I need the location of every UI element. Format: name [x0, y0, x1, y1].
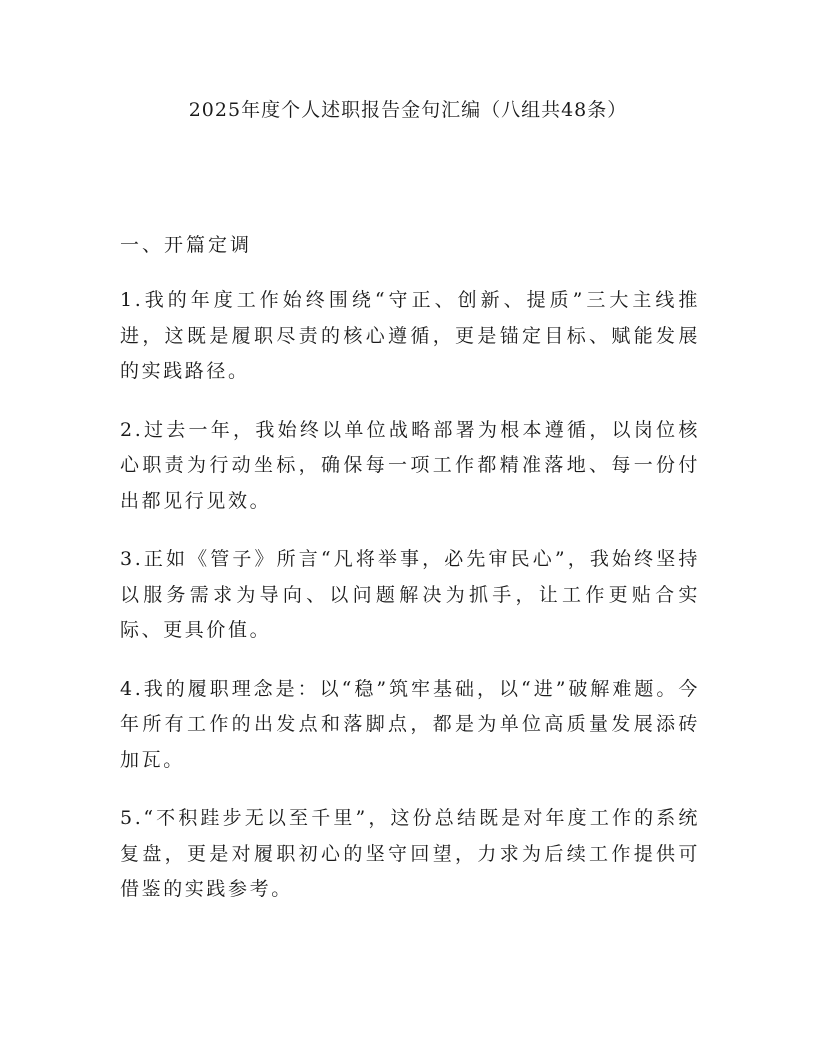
list-item: 5.“不积跬步无以至千里”，这份总结既是对年度工作的系统复盘，更是对履职初心的坚守回望，力求为后续工作提供可借鉴的实践参考。: [120, 807, 700, 900]
list-item: 3.正如《管子》所言“凡将举事，必先审民心”，我始终坚持以服务需求为导向、以问题解决为抓手，让工作更贴合实际、更具价值。: [120, 548, 700, 641]
list-item: 2.过去一年，我始终以单位战略部署为根本遵循，以岗位核心职责为行动坐标，确保每一项工作都精准落地、每一份付出都见行见效。: [120, 418, 700, 512]
section-heading: 一、开篇定调: [120, 234, 253, 256]
list-item: 4.我的履职理念是：以“稳”筑牢基础，以“进”破解难题。今年所有工作的出发点和落脚点，都是为单位高质量发展添砖加瓦。: [120, 677, 700, 771]
list-item: 1.我的年度工作始终围绕“守正、创新、提质”三大主线推进，这既是履职尽责的核心遵循，更是锚定目标、赋能发展的实践路径。: [120, 289, 700, 382]
document-title: 2025年度个人述职报告金句汇编（八组共48条）: [188, 99, 628, 121]
quote-list: [120, 283, 700, 931]
